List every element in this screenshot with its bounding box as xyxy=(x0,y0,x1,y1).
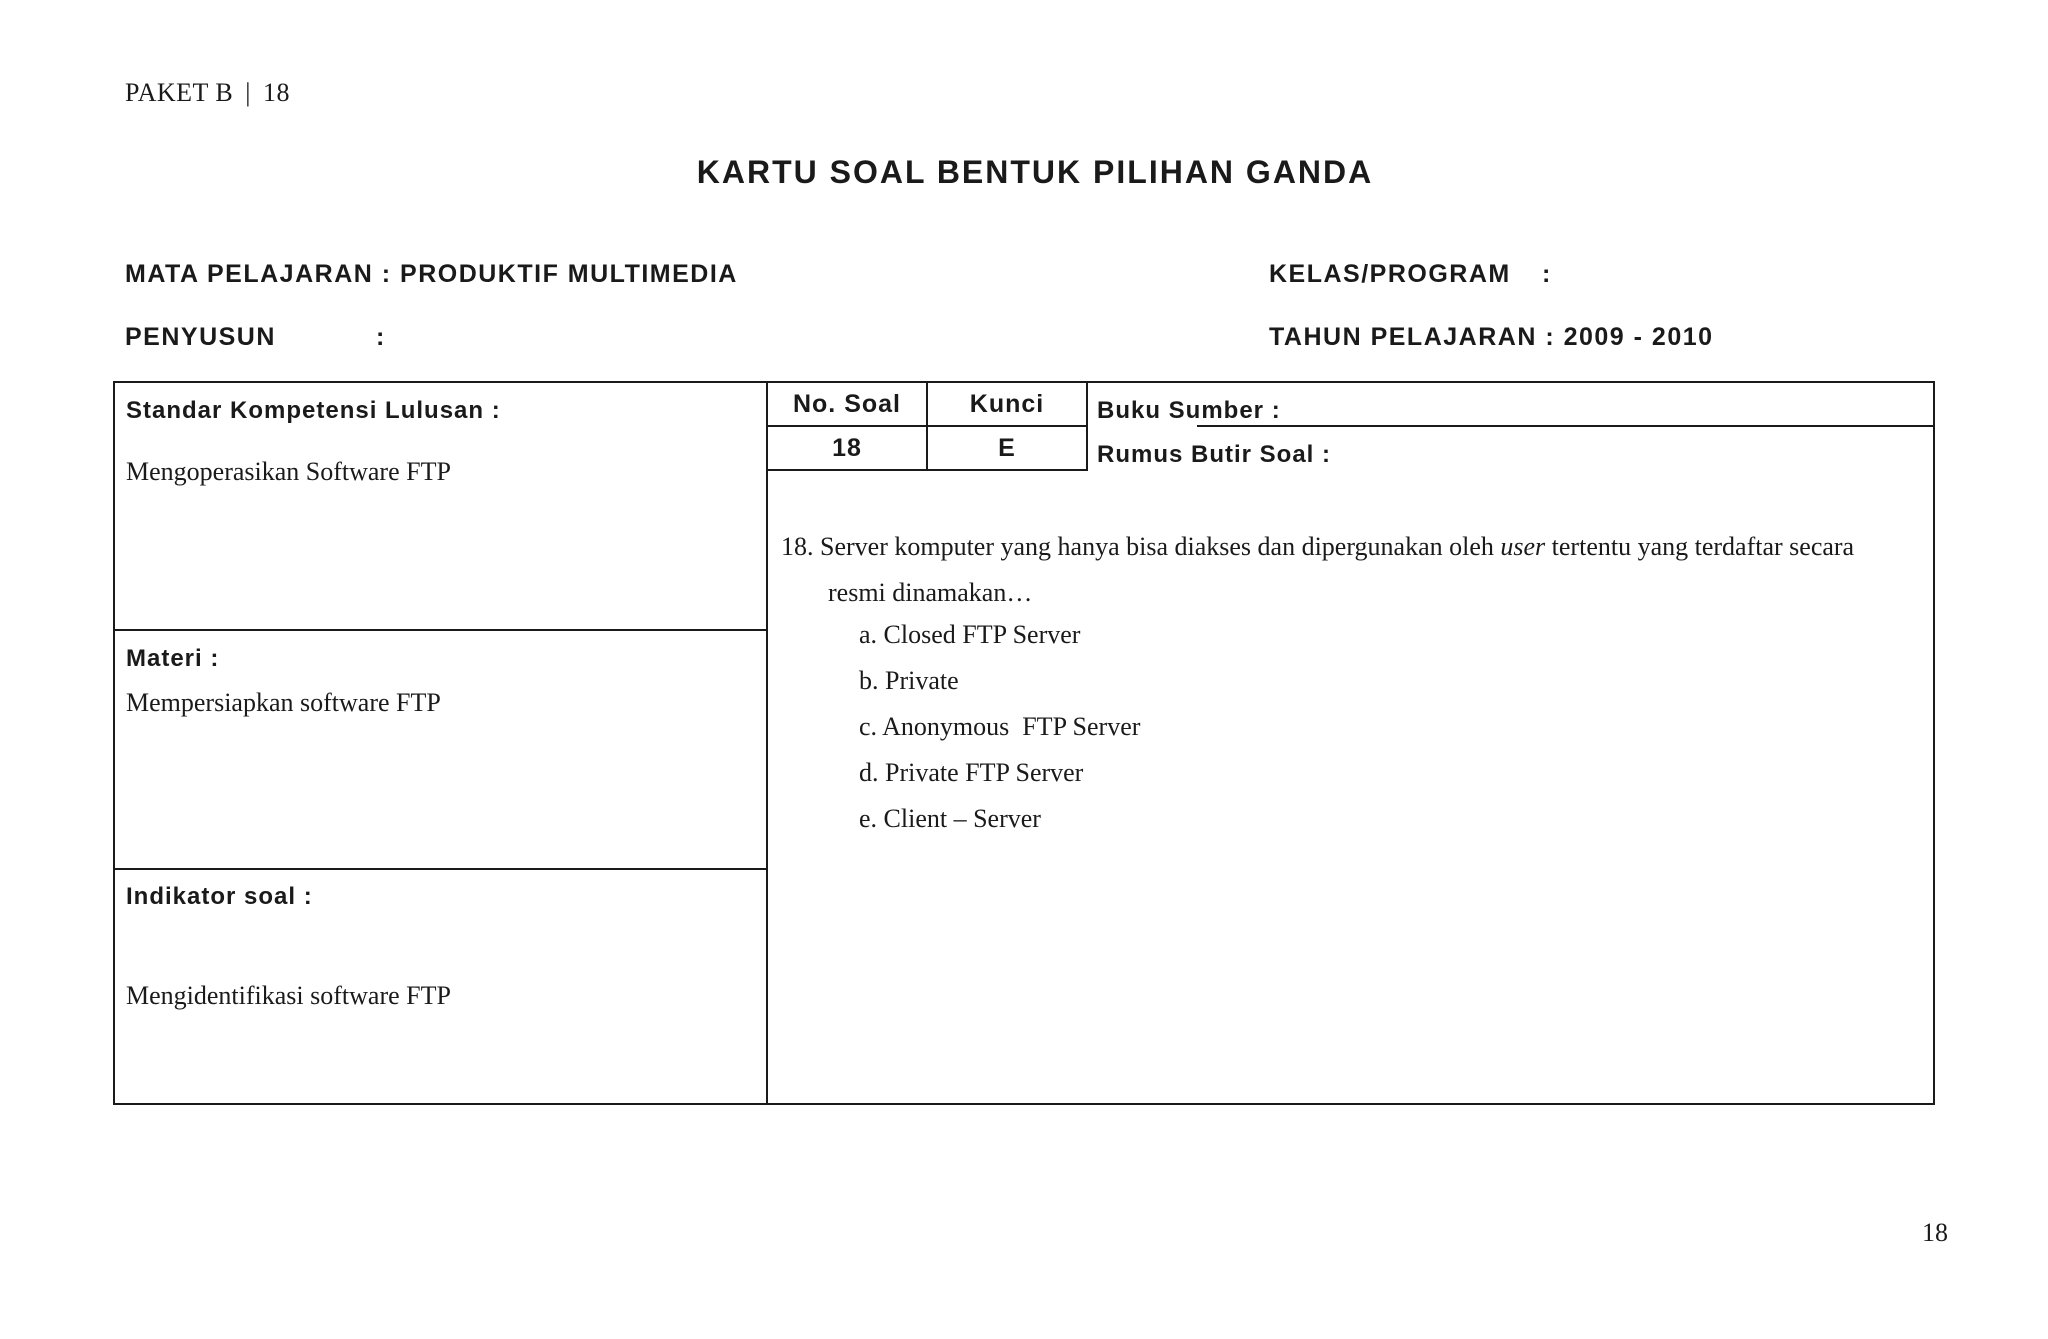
question-italic-user: user xyxy=(1500,532,1546,561)
kelas-program-colon: : xyxy=(1542,260,1552,288)
kunci-value: E xyxy=(928,427,1088,471)
buku-sumber-divider xyxy=(1197,425,1935,427)
header-separator: | xyxy=(245,78,251,107)
option-e: e. Client – Server xyxy=(859,804,1041,833)
option-d: d. Private FTP Server xyxy=(859,758,1084,787)
option-c: c. Anonymous FTP Server xyxy=(859,712,1141,741)
page-title: KARTU SOAL BENTUK PILIHAN GANDA xyxy=(696,154,1374,190)
no-soal-value: 18 xyxy=(768,427,928,471)
rumus-butir-soal-label: Rumus Butir Soal : xyxy=(1097,441,1332,468)
question-line-2: resmi dinamakan… xyxy=(828,578,1033,607)
option-a: a. Closed FTP Server xyxy=(859,620,1081,649)
packet-label: PAKET B xyxy=(125,78,234,107)
question-card xyxy=(113,381,1935,1105)
kunci-header: Kunci xyxy=(928,383,1088,427)
page-header xyxy=(125,78,290,108)
skl-label: Standar Kompetensi Lulusan : xyxy=(126,397,501,424)
buku-sumber-label: Buku Sumber : xyxy=(1097,397,1281,424)
indikator-label: Indikator soal : xyxy=(126,883,313,910)
row-divider-indikator xyxy=(115,868,766,870)
option-b: b. Private xyxy=(859,666,959,695)
penyusun-label: PENYUSUN xyxy=(125,323,276,351)
skl-value: Mengoperasikan Software FTP xyxy=(126,457,451,486)
tahun-pelajaran: TAHUN PELAJARAN : 2009 - 2010 xyxy=(1269,323,1714,351)
materi-label: Materi : xyxy=(126,645,220,672)
materi-value: Mempersiapkan software FTP xyxy=(126,688,441,717)
row-divider-materi xyxy=(115,629,766,631)
penyusun-colon: : xyxy=(376,323,386,351)
header-number: 18 xyxy=(262,78,290,107)
indikator-value: Mengidentifikasi software FTP xyxy=(126,981,451,1010)
mata-pelajaran: MATA PELAJARAN : PRODUKTIF MULTIMEDIA xyxy=(125,260,738,288)
column-divider xyxy=(766,383,768,1103)
question-line-1: 18. Server komputer yang hanya bisa diakses dan dipergunakan oleh user tertentu yang terdaftar secara xyxy=(781,532,1855,561)
answer-options xyxy=(859,612,1140,842)
question-text xyxy=(781,524,1911,616)
no-soal-header: No. Soal xyxy=(768,383,928,427)
page-number: 18 xyxy=(1922,1218,1948,1247)
kelas-program-label: KELAS/PROGRAM xyxy=(1269,260,1511,288)
